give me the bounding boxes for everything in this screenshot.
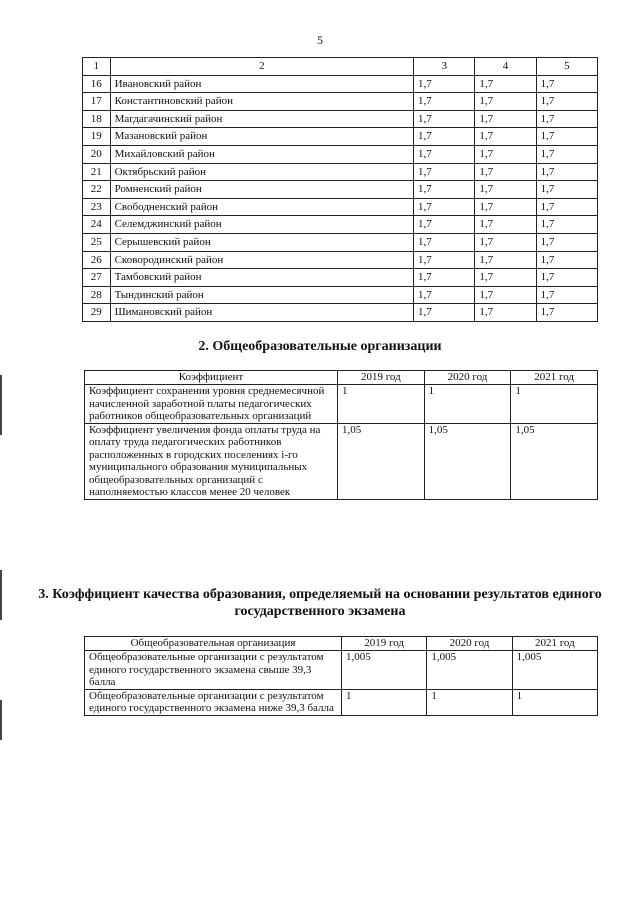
row-number: 21 xyxy=(83,163,111,181)
scan-edge-mark xyxy=(0,375,2,435)
row-number: 23 xyxy=(83,198,111,216)
value-cell: 1,7 xyxy=(414,93,475,111)
row-number: 24 xyxy=(83,216,111,234)
district-name: Селемджинский район xyxy=(110,216,413,234)
value-cell: 1 xyxy=(427,689,512,715)
value-cell: 1 xyxy=(512,689,597,715)
value-cell: 1,005 xyxy=(512,651,597,690)
scan-edge-mark xyxy=(0,700,2,740)
district-name: Тамбовский район xyxy=(110,269,413,287)
district-name: Тындинский район xyxy=(110,286,413,304)
value-cell: 1,7 xyxy=(414,163,475,181)
district-name: Ромненский район xyxy=(110,181,413,199)
value-cell: 1,7 xyxy=(414,110,475,128)
value-cell: 1 xyxy=(338,385,425,424)
value-cell: 1,7 xyxy=(414,251,475,269)
value-cell: 1,7 xyxy=(475,233,536,251)
value-cell: 1,7 xyxy=(536,181,597,199)
value-cell: 1,7 xyxy=(414,145,475,163)
table-row xyxy=(83,93,598,111)
header-cell: 4 xyxy=(475,58,536,76)
table-row xyxy=(83,75,598,93)
value-cell: 1,7 xyxy=(536,216,597,234)
value-cell: 1,7 xyxy=(536,233,597,251)
value-cell: 1,7 xyxy=(475,145,536,163)
value-cell: 1,7 xyxy=(475,110,536,128)
value-cell: 1,7 xyxy=(475,286,536,304)
value-cell: 1,7 xyxy=(414,269,475,287)
row-number: 20 xyxy=(83,145,111,163)
table-row xyxy=(83,128,598,146)
table-row xyxy=(85,689,598,715)
row-number: 29 xyxy=(83,304,111,322)
header-cell: 2019 год xyxy=(342,637,427,651)
table-row xyxy=(83,198,598,216)
district-name: Константиновский район xyxy=(110,93,413,111)
value-cell: 1,7 xyxy=(414,181,475,199)
row-number: 22 xyxy=(83,181,111,199)
value-cell: 1,7 xyxy=(414,304,475,322)
table-header-row xyxy=(85,637,598,651)
header-cell: 2021 год xyxy=(512,637,597,651)
value-cell: 1,7 xyxy=(414,233,475,251)
value-cell: 1,7 xyxy=(475,198,536,216)
value-cell: 1,05 xyxy=(338,423,425,499)
row-number: 18 xyxy=(83,110,111,128)
value-cell: 1,05 xyxy=(424,423,511,499)
organization-label: Общеобразовательные организации с результатом единого государственного экзамена ниже 39,3 балла xyxy=(85,689,342,715)
value-cell: 1,7 xyxy=(475,304,536,322)
row-number: 27 xyxy=(83,269,111,287)
value-cell: 1,005 xyxy=(342,651,427,690)
row-number: 26 xyxy=(83,251,111,269)
table-row xyxy=(83,251,598,269)
value-cell: 1,7 xyxy=(475,216,536,234)
page-number: 5 xyxy=(317,33,323,47)
district-name: Мазановский район xyxy=(110,128,413,146)
table-header-row xyxy=(85,371,598,385)
value-cell: 1,7 xyxy=(475,93,536,111)
district-name: Октябрьский район xyxy=(110,163,413,181)
header-cell: Общеобразовательная организация xyxy=(85,637,342,651)
value-cell: 1,7 xyxy=(536,163,597,181)
value-cell: 1,7 xyxy=(414,286,475,304)
row-number: 17 xyxy=(83,93,111,111)
district-name: Ивановский район xyxy=(110,75,413,93)
value-cell: 1 xyxy=(342,689,427,715)
value-cell: 1,7 xyxy=(475,251,536,269)
table-row xyxy=(83,110,598,128)
header-cell: 2021 год xyxy=(511,371,598,385)
table-row xyxy=(83,163,598,181)
header-cell: 2 xyxy=(110,58,413,76)
table-row xyxy=(83,145,598,163)
table-header-row xyxy=(83,58,598,76)
scan-edge-mark xyxy=(0,570,2,620)
value-cell: 1,7 xyxy=(475,181,536,199)
value-cell: 1,7 xyxy=(536,286,597,304)
value-cell: 1,7 xyxy=(475,163,536,181)
table-row xyxy=(85,385,598,424)
district-name: Сковородинский район xyxy=(110,251,413,269)
general-education-table xyxy=(84,370,598,500)
value-cell: 1,7 xyxy=(536,145,597,163)
section-2-title: 2. Общеобразовательные организации xyxy=(198,339,442,354)
value-cell: 1,7 xyxy=(536,110,597,128)
district-name: Свободненский район xyxy=(110,198,413,216)
row-number: 19 xyxy=(83,128,111,146)
header-cell: 2019 год xyxy=(338,371,425,385)
value-cell: 1 xyxy=(424,385,511,424)
section-3-title: 3. Коэффициент качества образования, определяемый на основании результатов единого государственного экзамена xyxy=(38,587,602,619)
header-cell: 1 xyxy=(83,58,111,76)
coefficient-label: Коэффициент увеличения фонда оплаты труда на оплату труда педагогических работников расположенных в городских поселениях i-го муниципального образования муниципальных общеобразовательных организаций с наполняемостью классов менее 20 человек xyxy=(85,423,338,499)
table-row xyxy=(83,286,598,304)
exam-quality-table xyxy=(84,636,598,716)
district-name: Шимановский район xyxy=(110,304,413,322)
table-row xyxy=(83,304,598,322)
table-row xyxy=(83,181,598,199)
table-row xyxy=(83,216,598,234)
table-row xyxy=(85,423,598,499)
value-cell: 1,7 xyxy=(414,216,475,234)
district-name: Магдагачинский район xyxy=(110,110,413,128)
value-cell: 1,7 xyxy=(475,75,536,93)
row-number: 28 xyxy=(83,286,111,304)
header-cell: 3 xyxy=(414,58,475,76)
header-cell: 2020 год xyxy=(424,371,511,385)
table-row xyxy=(83,269,598,287)
organization-label: Общеобразовательные организации с результатом единого государственного экзамена свыше 39,3 балла xyxy=(85,651,342,690)
value-cell: 1,7 xyxy=(414,198,475,216)
districts-table xyxy=(82,57,598,322)
value-cell: 1,7 xyxy=(536,269,597,287)
table-row xyxy=(85,651,598,690)
header-cell: 2020 год xyxy=(427,637,512,651)
value-cell: 1,7 xyxy=(536,198,597,216)
value-cell: 1,7 xyxy=(475,269,536,287)
row-number: 25 xyxy=(83,233,111,251)
value-cell: 1,7 xyxy=(536,304,597,322)
value-cell: 1,7 xyxy=(536,128,597,146)
value-cell: 1,7 xyxy=(536,93,597,111)
row-number: 16 xyxy=(83,75,111,93)
district-name: Серышевский район xyxy=(110,233,413,251)
value-cell: 1,05 xyxy=(511,423,598,499)
value-cell: 1,7 xyxy=(536,75,597,93)
value-cell: 1,7 xyxy=(536,251,597,269)
value-cell: 1,005 xyxy=(427,651,512,690)
header-cell: 5 xyxy=(536,58,597,76)
coefficient-label: Коэффициент сохранения уровня среднемесячной начисленной заработной платы педагогических работников общеобразовательных организаций xyxy=(85,385,338,424)
value-cell: 1,7 xyxy=(414,128,475,146)
header-cell: Коэффициент xyxy=(85,371,338,385)
value-cell: 1,7 xyxy=(414,75,475,93)
table-row xyxy=(83,233,598,251)
district-name: Михайловский район xyxy=(110,145,413,163)
value-cell: 1 xyxy=(511,385,598,424)
value-cell: 1,7 xyxy=(475,128,536,146)
